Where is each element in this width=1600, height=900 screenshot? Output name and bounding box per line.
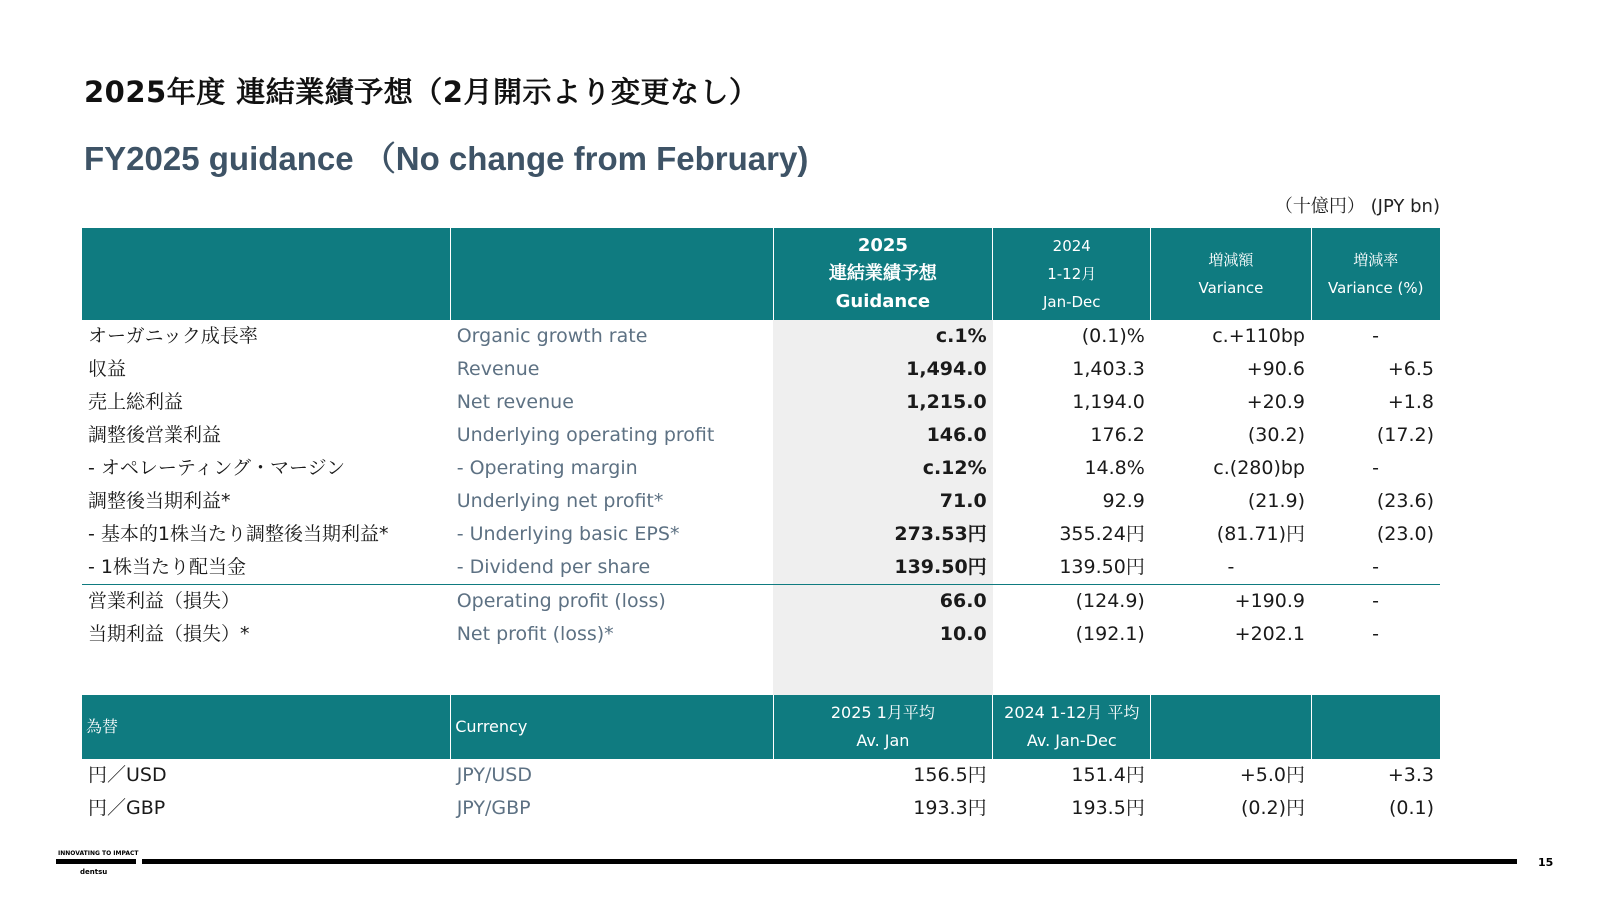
row-label-en: - Underlying basic EPS* xyxy=(456,523,680,545)
row-guidance: 193.3円 xyxy=(913,797,987,819)
table-row-revenue xyxy=(82,353,1440,386)
row-variance-pct: - xyxy=(1372,556,1379,578)
row-guidance: 1,494.0 xyxy=(773,353,993,386)
page-number: 15 xyxy=(1538,856,1554,869)
row-label-ja: - オペレーティング・マージン xyxy=(88,457,346,479)
row-variance: +190.9 xyxy=(1151,585,1311,619)
header-guidance xyxy=(773,228,993,320)
row-variance: +202.1 xyxy=(1234,623,1305,645)
header-variance-en: Variance xyxy=(1198,279,1264,297)
header-blank-ja xyxy=(82,228,451,320)
row-variance: (81.71)円 xyxy=(1216,523,1305,545)
row-variance-pct: - xyxy=(1311,585,1440,619)
currency-header-prior-line1: 2024 1-12月 平均 xyxy=(1004,703,1140,722)
row-label-ja: 営業利益（損失） xyxy=(82,585,451,619)
header-prior-year: 2024 xyxy=(1052,237,1091,255)
row-variance-pct: - xyxy=(1372,457,1379,479)
row-prior: (0.1)% xyxy=(1081,325,1145,347)
row-prior: 193.5円 xyxy=(1071,797,1145,819)
row-guidance: 1,215.0 xyxy=(773,386,993,419)
row-variance: +20.9 xyxy=(1246,391,1305,413)
currency-header-variance-pct xyxy=(1311,695,1440,759)
table-row-operating-profit xyxy=(82,585,1440,619)
row-variance: c.+110bp xyxy=(1212,325,1305,347)
header-prior-period-en: Jan-Dec xyxy=(1042,293,1101,311)
row-variance: - xyxy=(1227,556,1235,578)
header-guidance-ja: 連結業績予想 xyxy=(828,263,937,284)
row-guidance: 66.0 xyxy=(773,585,993,619)
table-spacer-row xyxy=(82,651,1440,695)
row-label-ja: 円／USD xyxy=(88,764,167,786)
currency-header-guidance-line2: Av. Jan xyxy=(856,731,910,750)
page-title-en: FY2025 guidance （No change from February) xyxy=(84,140,809,177)
table-row-organic-growth xyxy=(82,320,1440,353)
row-variance-pct: (0.1) xyxy=(1388,797,1434,819)
row-guidance: 146.0 xyxy=(773,419,993,452)
row-variance: (30.2) xyxy=(1247,424,1305,446)
row-label-ja: オーガニック成長率 xyxy=(88,325,258,347)
brand-logo: dentsu xyxy=(80,868,108,876)
row-variance-pct: (17.2) xyxy=(1376,424,1434,446)
row-label-en: Revenue xyxy=(456,358,540,380)
row-variance: (0.2)円 xyxy=(1240,797,1305,819)
table-row-net-profit xyxy=(82,618,1440,651)
currency-header-variance xyxy=(1151,695,1311,759)
currency-header-row xyxy=(82,695,1440,759)
row-label-ja: 当期利益（損失）* xyxy=(88,623,250,645)
table-row-underlying-net-profit xyxy=(82,485,1440,518)
row-label-ja: - 1株当たり配当金 xyxy=(88,556,246,578)
page-title-ja: 2025年度 連結業績予想（2月開示より変更なし） xyxy=(84,75,759,109)
row-label-en: - Operating margin xyxy=(456,457,638,479)
unit-label: （十億円） (JPY bn) xyxy=(1274,196,1440,217)
currency-header-en: Currency xyxy=(451,695,773,759)
row-variance-pct: +6.5 xyxy=(1387,358,1434,380)
row-guidance: 273.53円 xyxy=(773,518,993,551)
row-guidance: 156.5円 xyxy=(913,764,987,786)
row-guidance: c.12% xyxy=(773,452,993,485)
row-label-ja: 収益 xyxy=(88,358,127,380)
brand-tagline: INNOVATING TO IMPACT xyxy=(58,850,139,857)
header-variance-pct-en: Variance (%) xyxy=(1327,279,1424,297)
table-row-dividend-per-share xyxy=(82,551,1440,585)
row-prior: 1,403.3 xyxy=(1072,358,1145,380)
currency-header-prior xyxy=(993,695,1151,759)
table-header-row xyxy=(82,228,1440,320)
header-variance-ja: 増減額 xyxy=(1208,251,1254,269)
row-guidance: c.1% xyxy=(773,320,993,353)
table-row-operating-margin xyxy=(82,452,1440,485)
currency-header-guidance xyxy=(773,695,993,759)
row-variance-pct: - xyxy=(1372,623,1379,645)
row-prior: 92.9 xyxy=(1102,490,1145,512)
row-label-en: Organic growth rate xyxy=(456,325,648,347)
row-variance: c.(280)bp xyxy=(1213,457,1305,479)
row-variance-pct: +1.8 xyxy=(1387,391,1434,413)
table-row-jpy-usd xyxy=(82,759,1440,792)
row-variance: +90.6 xyxy=(1246,358,1305,380)
row-label-en: Underlying operating profit xyxy=(456,424,715,446)
row-label-ja: 調整後営業利益 xyxy=(88,424,222,446)
row-variance-pct: - xyxy=(1372,325,1379,347)
row-label-ja: 売上総利益 xyxy=(88,391,184,413)
header-prior-period-ja: 1-12月 xyxy=(1047,265,1097,283)
header-guidance-year: 2025 xyxy=(857,235,908,256)
row-label-en: Underlying net profit* xyxy=(456,490,664,512)
row-guidance: 10.0 xyxy=(773,618,993,651)
row-label-ja: - 基本的1株当たり調整後当期利益* xyxy=(88,523,389,545)
brand-logo-bar xyxy=(56,859,136,864)
row-prior: (192.1) xyxy=(1075,623,1145,645)
guidance-table xyxy=(82,228,1440,825)
row-variance-pct: (23.6) xyxy=(1376,490,1434,512)
row-label-en: - Dividend per share xyxy=(456,556,651,578)
header-blank-en xyxy=(451,228,773,320)
currency-header-prior-line2: Av. Jan-Dec xyxy=(1026,731,1117,750)
row-label-en: Net profit (loss)* xyxy=(456,623,614,645)
header-guidance-en: Guidance xyxy=(835,291,931,312)
row-variance: +5.0円 xyxy=(1239,764,1305,786)
table-row-underlying-basic-eps xyxy=(82,518,1440,551)
row-variance-pct: (23.0) xyxy=(1376,523,1434,545)
row-prior: 176.2 xyxy=(1090,424,1145,446)
footer-divider xyxy=(142,859,1517,864)
currency-header-ja: 為替 xyxy=(82,695,451,759)
row-prior: 151.4円 xyxy=(1071,764,1145,786)
row-prior: 139.50円 xyxy=(1059,556,1145,578)
row-prior: 14.8% xyxy=(1084,457,1145,479)
row-label-ja: 調整後当期利益* xyxy=(88,490,231,512)
header-variance-pct-ja: 増減率 xyxy=(1353,251,1399,269)
header-prior xyxy=(993,228,1151,320)
table-row-underlying-operating-profit xyxy=(82,419,1440,452)
currency-header-guidance-line1: 2025 1月平均 xyxy=(830,703,935,722)
row-label-en: JPY/USD xyxy=(456,764,532,786)
table-row-jpy-gbp xyxy=(82,792,1440,825)
row-label-en: Net revenue xyxy=(456,391,574,413)
row-prior: (124.9) xyxy=(993,585,1151,619)
header-variance xyxy=(1151,228,1311,320)
row-prior: 1,194.0 xyxy=(1072,391,1145,413)
row-prior: 355.24円 xyxy=(1059,523,1145,545)
row-variance: (21.9) xyxy=(1247,490,1305,512)
row-label-ja: 円／GBP xyxy=(88,797,166,819)
row-label-en: Operating profit (loss) xyxy=(451,585,773,619)
row-label-en: JPY/GBP xyxy=(456,797,531,819)
header-variance-pct xyxy=(1311,228,1440,320)
table-row-net-revenue xyxy=(82,386,1440,419)
row-guidance: 71.0 xyxy=(773,485,993,518)
row-variance-pct: +3.3 xyxy=(1387,764,1434,786)
row-guidance: 139.50円 xyxy=(773,551,993,585)
